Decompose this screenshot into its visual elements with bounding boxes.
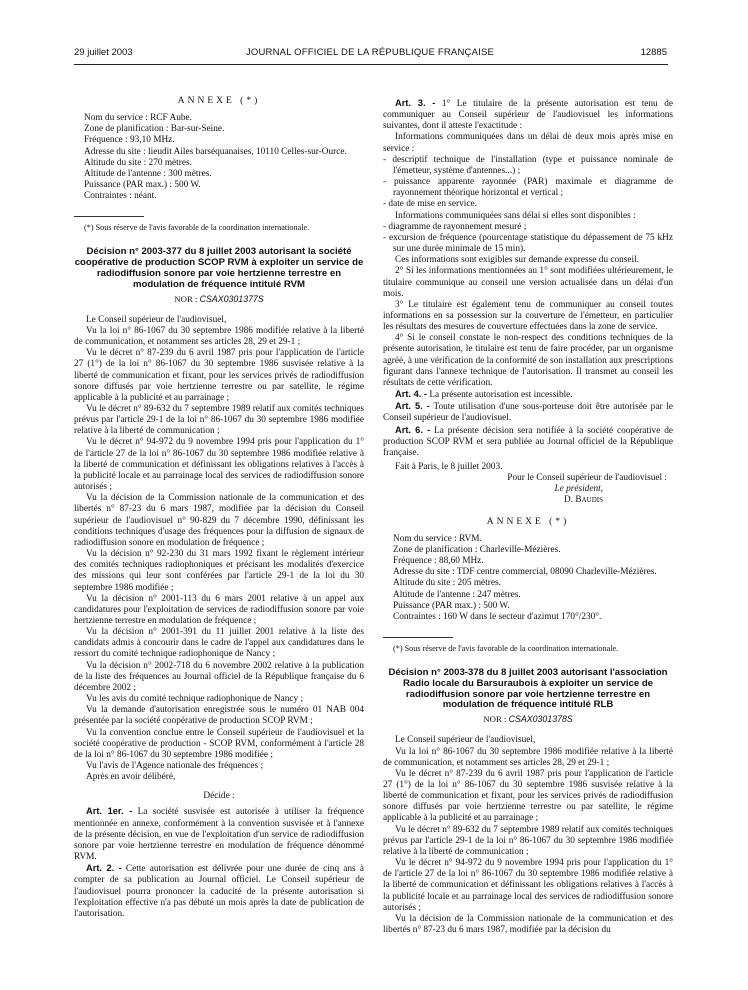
paragraph: 3° Le titulaire est également tenu de communiquer au conseil toutes informations en sa possession sur la couverture de l'émetteur, en particulier les résultats des mesures de couverture effectuées dans la zone de service. <box>383 299 673 333</box>
nor-code: CSAX0301378S <box>508 714 573 725</box>
nor-reference <box>74 294 364 305</box>
paragraph: Le Conseil supérieur de l'audiovisuel, <box>395 735 536 746</box>
article-6 <box>383 425 673 459</box>
header-rule <box>74 64 668 65</box>
annexe-field: Fréquence : 88,60 MHz. <box>393 556 484 567</box>
paragraph: Vu la demande d'autorisation enregistrée sous le numéro 01 NAB 004 présentée par la société coopérative de production SCOP RVM ; <box>74 705 364 727</box>
paragraph: Vu la décision de la Commission nationale de la communication et des libertés n° 87-23 du 6 mars 1987, modifiée par la décision du <box>383 913 673 936</box>
decision-title: Décision n° 2003-377 du 8 juillet 2003 autorisant la société coopérative de production SCOP RVM à exploiter un service de radiodiffusion sonore par voie hertzienne terrestre en modulation de fréquence intitulé RVM <box>74 246 364 290</box>
article-label: Art. 6. - <box>395 424 431 435</box>
article-label: Art. 1er. - <box>86 806 133 817</box>
article-label: Art. 2. - <box>86 863 122 874</box>
footnote-rule <box>383 637 453 638</box>
annexe-field: Nom du service : RVM. <box>393 533 482 544</box>
annexe-field: Zone de planification : Charleville-Mézières. <box>393 544 561 555</box>
done-at: Fait à Paris, le 8 juillet 2003. <box>395 462 503 472</box>
decide-heading: Décide : <box>203 791 235 802</box>
article-3 <box>383 98 673 132</box>
article-text: La société susvisée est autorisée à utiliser la fréquence mentionnée en annexe, conformément à la convention susvisée et à l'annexe de la présente décision, en vue de l'exploitation d'un service de radiodiffusion sonore par voie hertzienne terrestre en modulation de fréquence dénommé RVM. <box>74 807 364 863</box>
paragraph: Vu le décret n° 87-239 du 6 avril 1987 pris pour l'application de l'article 27 (1°) de la loi n° 86-1067 du 30 septembre 1986 susvisée relative à la liberté de communication et fixant, pour les services privés de radiodiffusion sonore diffusés par voie hertzienne terrestre ou par satellite, le régime applicable à la publicité et au parrainage ; <box>74 348 364 403</box>
issue-date: 29 juillet 2003 <box>74 47 133 58</box>
annexe-field: Contraintes : 160 W dans le secteur d'azimut 170°/230°. <box>393 611 602 622</box>
signature-name: D. Baudis <box>564 495 603 506</box>
paragraph: Vu le décret n° 94-972 du 9 novembre 1994 pris pour l'application du 1° de l'article 27 de la loi n° 86-1067 du 30 septembre 1986 modifiée relative à la liberté de communication et définissant les obligations relatives à l'accès à la publicité locale et au parrainage local des services de radiodiffusion sonore autorisés ; <box>383 858 673 913</box>
article-text: Cette autorisation est délivrée pour une durée de cinq ans à compter de sa publication au Journal officiel. Le Conseil supérieur de l'audiovisuel pourra prononcer la caducité de la présente autorisation si l'exploitation effective n'a pas débuté un mois après la date de publication de l'autorisation. <box>74 864 364 919</box>
annexe-fields <box>74 113 364 202</box>
annexe-title: ANNEXE (*) <box>177 96 261 106</box>
article-text: La présente décision sera notifiée à la société coopérative de production SCOP RVM et sera publiée au Journal officiel de la République française. <box>383 425 673 458</box>
annexe-field: Altitude du site : 270 mètres. <box>84 157 192 168</box>
paragraph: Vu le décret n° 87-239 du 6 avril 1987 pris pour l'application de l'article 27 (1°) de la loi n° 86-1067 du 30 septembre 1986 susvisée relative à la liberté de communication et fixant, pour les services privés de radiodiffusion sonore diffusés par voie hertzienne terrestre ou par satellite, le régime applicable à la publicité et au parrainage ; <box>383 768 673 824</box>
annexe-field: Adresse du site : lieudit Ailes barséquanaises, 10110 Celles-sur-Ource. <box>84 146 347 157</box>
article-label: Art. 3. - <box>395 98 436 108</box>
journal-title: JOURNAL OFFICIEL DE LA RÉPUBLIQUE FRANÇAISE <box>245 47 495 58</box>
paragraph: Vu la décision n° 92-230 du 31 mars 1992 fixant le règlement intérieur des comités techniques radiophoniques et précisant les modalités d'exercice des missions qui leur sont conférées par l'article 29-1 de la loi du 30 septembre 1986 modifiée ; <box>74 549 364 593</box>
footnote-rule <box>74 216 144 217</box>
footnote: (*) Sous réserve de l'avis favorable de la coordination internationale. <box>393 644 619 654</box>
annexe-field: Nom du service : RCF Aube. <box>84 113 192 124</box>
page-number: 12885 <box>640 47 667 58</box>
list-item: - date de mise en service. <box>383 199 477 210</box>
annexe-field: Altitude de l'antenne : 300 mètres. <box>84 168 212 179</box>
paragraph: Vu les avis du comité technique radiophonique de Nancy ; <box>86 694 304 705</box>
info-nodelay-heading: Informations communiquées sans délai si elles sont disponibles : <box>395 210 636 221</box>
annexe-field: Zone de planification : Bar-sur-Seine. <box>84 124 225 135</box>
list-item: - excursion de fréquence (pourcentage statistique du dépassement de 75 kHz sur une durée minimale de 15 min). <box>383 232 673 255</box>
annexe-field: Adresse du site : TDF centre commercial, 08090 Charleville-Mézières. <box>393 567 657 578</box>
signature-role: Le président, <box>554 484 603 495</box>
annexe-field: Altitude du site : 205 mètres. <box>393 578 501 589</box>
list-item: - puissance apparente rayonnée (PAR) maximale et diagramme de rayonnement théorique horizontal et vertical ; <box>383 177 673 199</box>
left-column <box>74 96 364 920</box>
annexe-fields <box>383 534 673 623</box>
paragraph: Après en avoir délibéré, <box>86 772 176 783</box>
paragraph: Vu le décret n° 89-632 du 7 septembre 1989 relatif aux comités techniques prévus par l'article 29-1 de la loi n° 86-1067 du 30 septembre 1986 modifiée relative à la liberté de communication ; <box>74 404 364 437</box>
annexe-field: Puissance (PAR max.) : 500 W. <box>393 600 510 611</box>
decision-title: Décision n° 2003-378 du 8 juillet 2003 autorisant l'association Radio locale du Barsuraubois à exploiter un service de radiodiffusion sonore par voie hertzienne terrestre en modulation de fréquence intitulé RLB <box>388 667 668 711</box>
paragraph: 2° Si les informations mentionnées au 1° sont modifiées ultérieurement, le titulaire communique au conseil une version actualisée dans un délai d'un mois. <box>383 266 673 299</box>
paragraph: Vu la décision n° 2001-391 du 11 juillet 2001 relative à la liste des candidats admis à concourir dans le cadre de l'appel aux candidatures dans le ressort du comité technique radiophonique de Nancy ; <box>74 627 364 660</box>
article-1 <box>74 806 364 863</box>
info-delay-heading: Informations communiquées dans un délai de deux mois après mise en service : <box>383 132 673 154</box>
annexe-field: Contraintes : néant. <box>84 191 157 202</box>
article-text: La présente autorisation est incessible. <box>427 390 573 401</box>
nor-reference <box>383 714 673 725</box>
article-label: Art. 5. - <box>395 401 430 412</box>
article-2 <box>74 863 364 920</box>
right-column <box>383 98 673 936</box>
paragraph: Vu la loi n° 86-1067 du 30 septembre 1986 modifiée relative à la liberté de communication, et notamment ses articles 28, 29 et 29-1 ; <box>74 325 364 348</box>
paragraph: Vu le décret n° 94-972 du 9 novembre 1994 pris pour l'application du 1° de l'article 27 de la loi n° 86-1067 du 30 septembre 1986 modifiée relative à la liberté de communication et définissant les obligations relatives à l'accès à la publicité locale et au parrainage local des services de radiodiffusion sonore autorisés ; <box>74 437 364 493</box>
article-label: Art. 4. - <box>395 389 428 400</box>
article-text: Toute utilisation d'une sous-porteuse doit être autorisée par le Conseil supérieur de l'audiovisuel. <box>383 402 674 424</box>
paragraph: Vu la décision n° 2002-718 du 6 novembre 2002 relative à la publication de la liste des fréquences au Journal officiel de la République française du 6 décembre 2002 ; <box>74 660 364 693</box>
signature-for: Pour le Conseil supérieur de l'audiovisuel : <box>507 473 667 484</box>
article-text: 1° Le titulaire de la présente autorisation est tenu de communiquer au Conseil supérieur de l'audiovisuel les informations suivantes, dont il atteste l'exactitude : <box>383 99 673 132</box>
nor-code: CSAX0301377S <box>199 293 264 304</box>
paragraph: Vu la décision n° 2001-113 du 6 mars 2001 relative à un appel aux candidatures pour l'exploitation de services de radiodiffusion sonore par voie hertzienne terrestre en modulation de fréquence ; <box>74 593 364 626</box>
paragraph: 4° Si le conseil constate le non-respect des conditions techniques de la présente autorisation, le titulaire est tenu de faire procéder, par un organisme agréé, à une vérification de la conformité de son installation aux prescriptions figurant dans l'annexe technique de l'autorisation. Il transmet au conseil les résultats de cette vérification. <box>383 333 673 388</box>
nor-label: NOR : <box>483 714 507 725</box>
page-header <box>74 47 666 61</box>
paragraph: Vu la convention conclue entre le Conseil supérieur de l'audiovisuel et la société coopérative de production - SCOP RVM, conformément à l'article 28 de la loi n° 86-1067 du 30 septembre 1986 modifiée ; <box>74 727 364 760</box>
list-item: - descriptif technique de l'installation (type et puissance nominale de l'émetteur, système d'antennes...) ; <box>383 154 673 176</box>
footnote: (*) Sous réserve de l'avis favorable de la coordination internationale. <box>84 223 310 233</box>
paragraph: Le Conseil supérieur de l'audiovisuel, <box>86 314 227 325</box>
paragraph: Vu la loi n° 86-1067 du 30 septembre 1986 modifiée relative à la liberté de communication, et notamment ses articles 28, 29 et 29-1 ; <box>383 746 673 768</box>
annexe-title: ANNEXE (*) <box>486 516 570 527</box>
article-5 <box>383 401 673 424</box>
paragraph: Vu la décision de la Commission nationale de la communication et des libertés n° 87-23 du 6 mars 1987, modifiée par la décision du Conseil supérieur de l'audiovisuel n° 90-829 du 7 décembre 1990, définissant les conditions techniques d'usage des fréquences pour la diffusion de signaux de radiodiffusion sonore en modulation de fréquence ; <box>74 493 364 548</box>
annexe-field: Altitude de l'antenne : 247 mètres. <box>393 589 521 600</box>
nor-label: NOR : <box>174 293 198 304</box>
list-item: - diagramme de rayonnement mesuré ; <box>383 221 527 232</box>
annexe-field: Puissance (PAR max.) : 500 W. <box>84 180 201 191</box>
paragraph: Ces informations sont exigibles sur demande expresse du conseil. <box>395 255 639 266</box>
annexe-field: Fréquence : 93,10 MHz. <box>84 135 175 146</box>
article-4 <box>383 389 673 401</box>
paragraph: Vu l'avis de l'Agence nationale des fréquences ; <box>86 761 264 771</box>
paragraph: Vu le décret n° 89-632 du 7 septembre 1989 relatif aux comités techniques prévus par l'article 29-1 de la loi n° 86-1067 du 30 septembre 1986 modifiée relative à la liberté de communication ; <box>383 824 673 857</box>
